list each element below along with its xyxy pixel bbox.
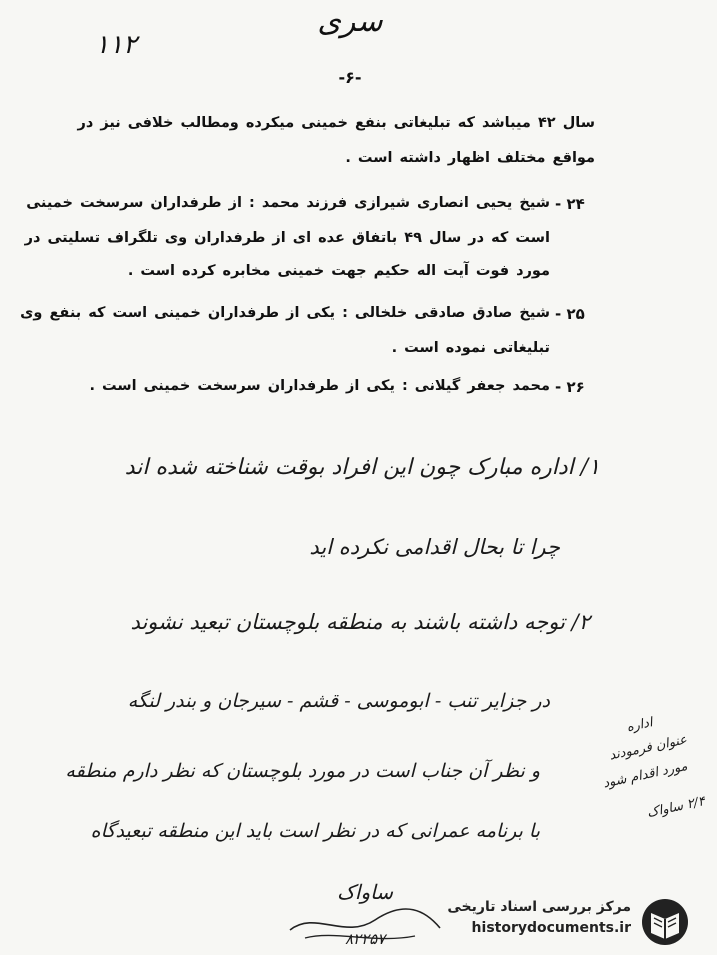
document-number: ۱۱۲ [95, 30, 137, 60]
handwritten-line: در جزایر تنب - ابوموسی - قشم - سیرجان و بندر لنگه [127, 690, 550, 712]
signature-number: ۸۲۲۵۷ [345, 930, 386, 948]
item-number: ۲۴ - [555, 195, 585, 213]
watermark-name: مرکز بررسی اسناد تاریخی [447, 899, 631, 915]
margin-note [553, 707, 717, 863]
handwritten-line: با برنامه عمرانی که در نظر است باید این منطقه تبعیدگاه [90, 820, 540, 842]
margin-note-line: ۲/۴ ساواک [645, 793, 707, 821]
handwritten-line: چرا تا بحال اقدامی نکرده اید [309, 535, 560, 559]
page-number: -۶- [338, 68, 362, 87]
typed-line: مواقع مختلف اظهار داشته است . [345, 150, 595, 166]
typed-line: شیخ صادق صادقی خلخالی : یکی از طرفداران خمینی است که بنفع وی [20, 305, 550, 321]
typed-line: تبلیغاتی نموده است . [391, 340, 550, 356]
handwritten-line: ۱/ اداره مبارک چون این افراد بوقت شناخته شده اند [124, 455, 600, 480]
item-number: ۲۶ - [555, 378, 585, 396]
classification-mark: سری [317, 4, 383, 39]
margin-note-line: مورد اقدام شود [601, 758, 689, 792]
signature: ساواک [337, 880, 393, 904]
item-number: ۲۵ - [555, 305, 585, 323]
book-seal-icon [639, 897, 691, 947]
handwritten-line: ۲/ توجه داشته باشند به منطقه بلوچستان تبعید نشوند [130, 610, 590, 634]
typed-line: است که در سال ۴۹ باتفاق عده ای از طرفداران وی تلگراف تسلیتی در [24, 230, 550, 246]
margin-note-line: عنوان فرمودند [607, 732, 689, 764]
typed-line: محمد جعفر گیلانی : یکی از طرفداران سرسخت خمینی است . [89, 378, 550, 394]
watermark-site: historydocuments.ir [471, 920, 631, 936]
typed-line: شیخ یحیی انصاری شیرازی فرزند محمد : از طرفداران سرسخت خمینی [26, 195, 550, 211]
typed-line: مورد فوت آیت اله حکیم جهت خمینی مخابره کرده است . [127, 263, 550, 279]
typed-line: سال ۴۲ میباشد که تبلیغاتی بنفع خمینی میکرده ومطالب خلافی نیز در [77, 115, 595, 131]
watermark [408, 893, 693, 951]
margin-note-line: اداره [625, 715, 654, 736]
handwritten-line: و نظر آن جناب است در مورد بلوچستان که نظر دارم منطقه [65, 760, 540, 782]
